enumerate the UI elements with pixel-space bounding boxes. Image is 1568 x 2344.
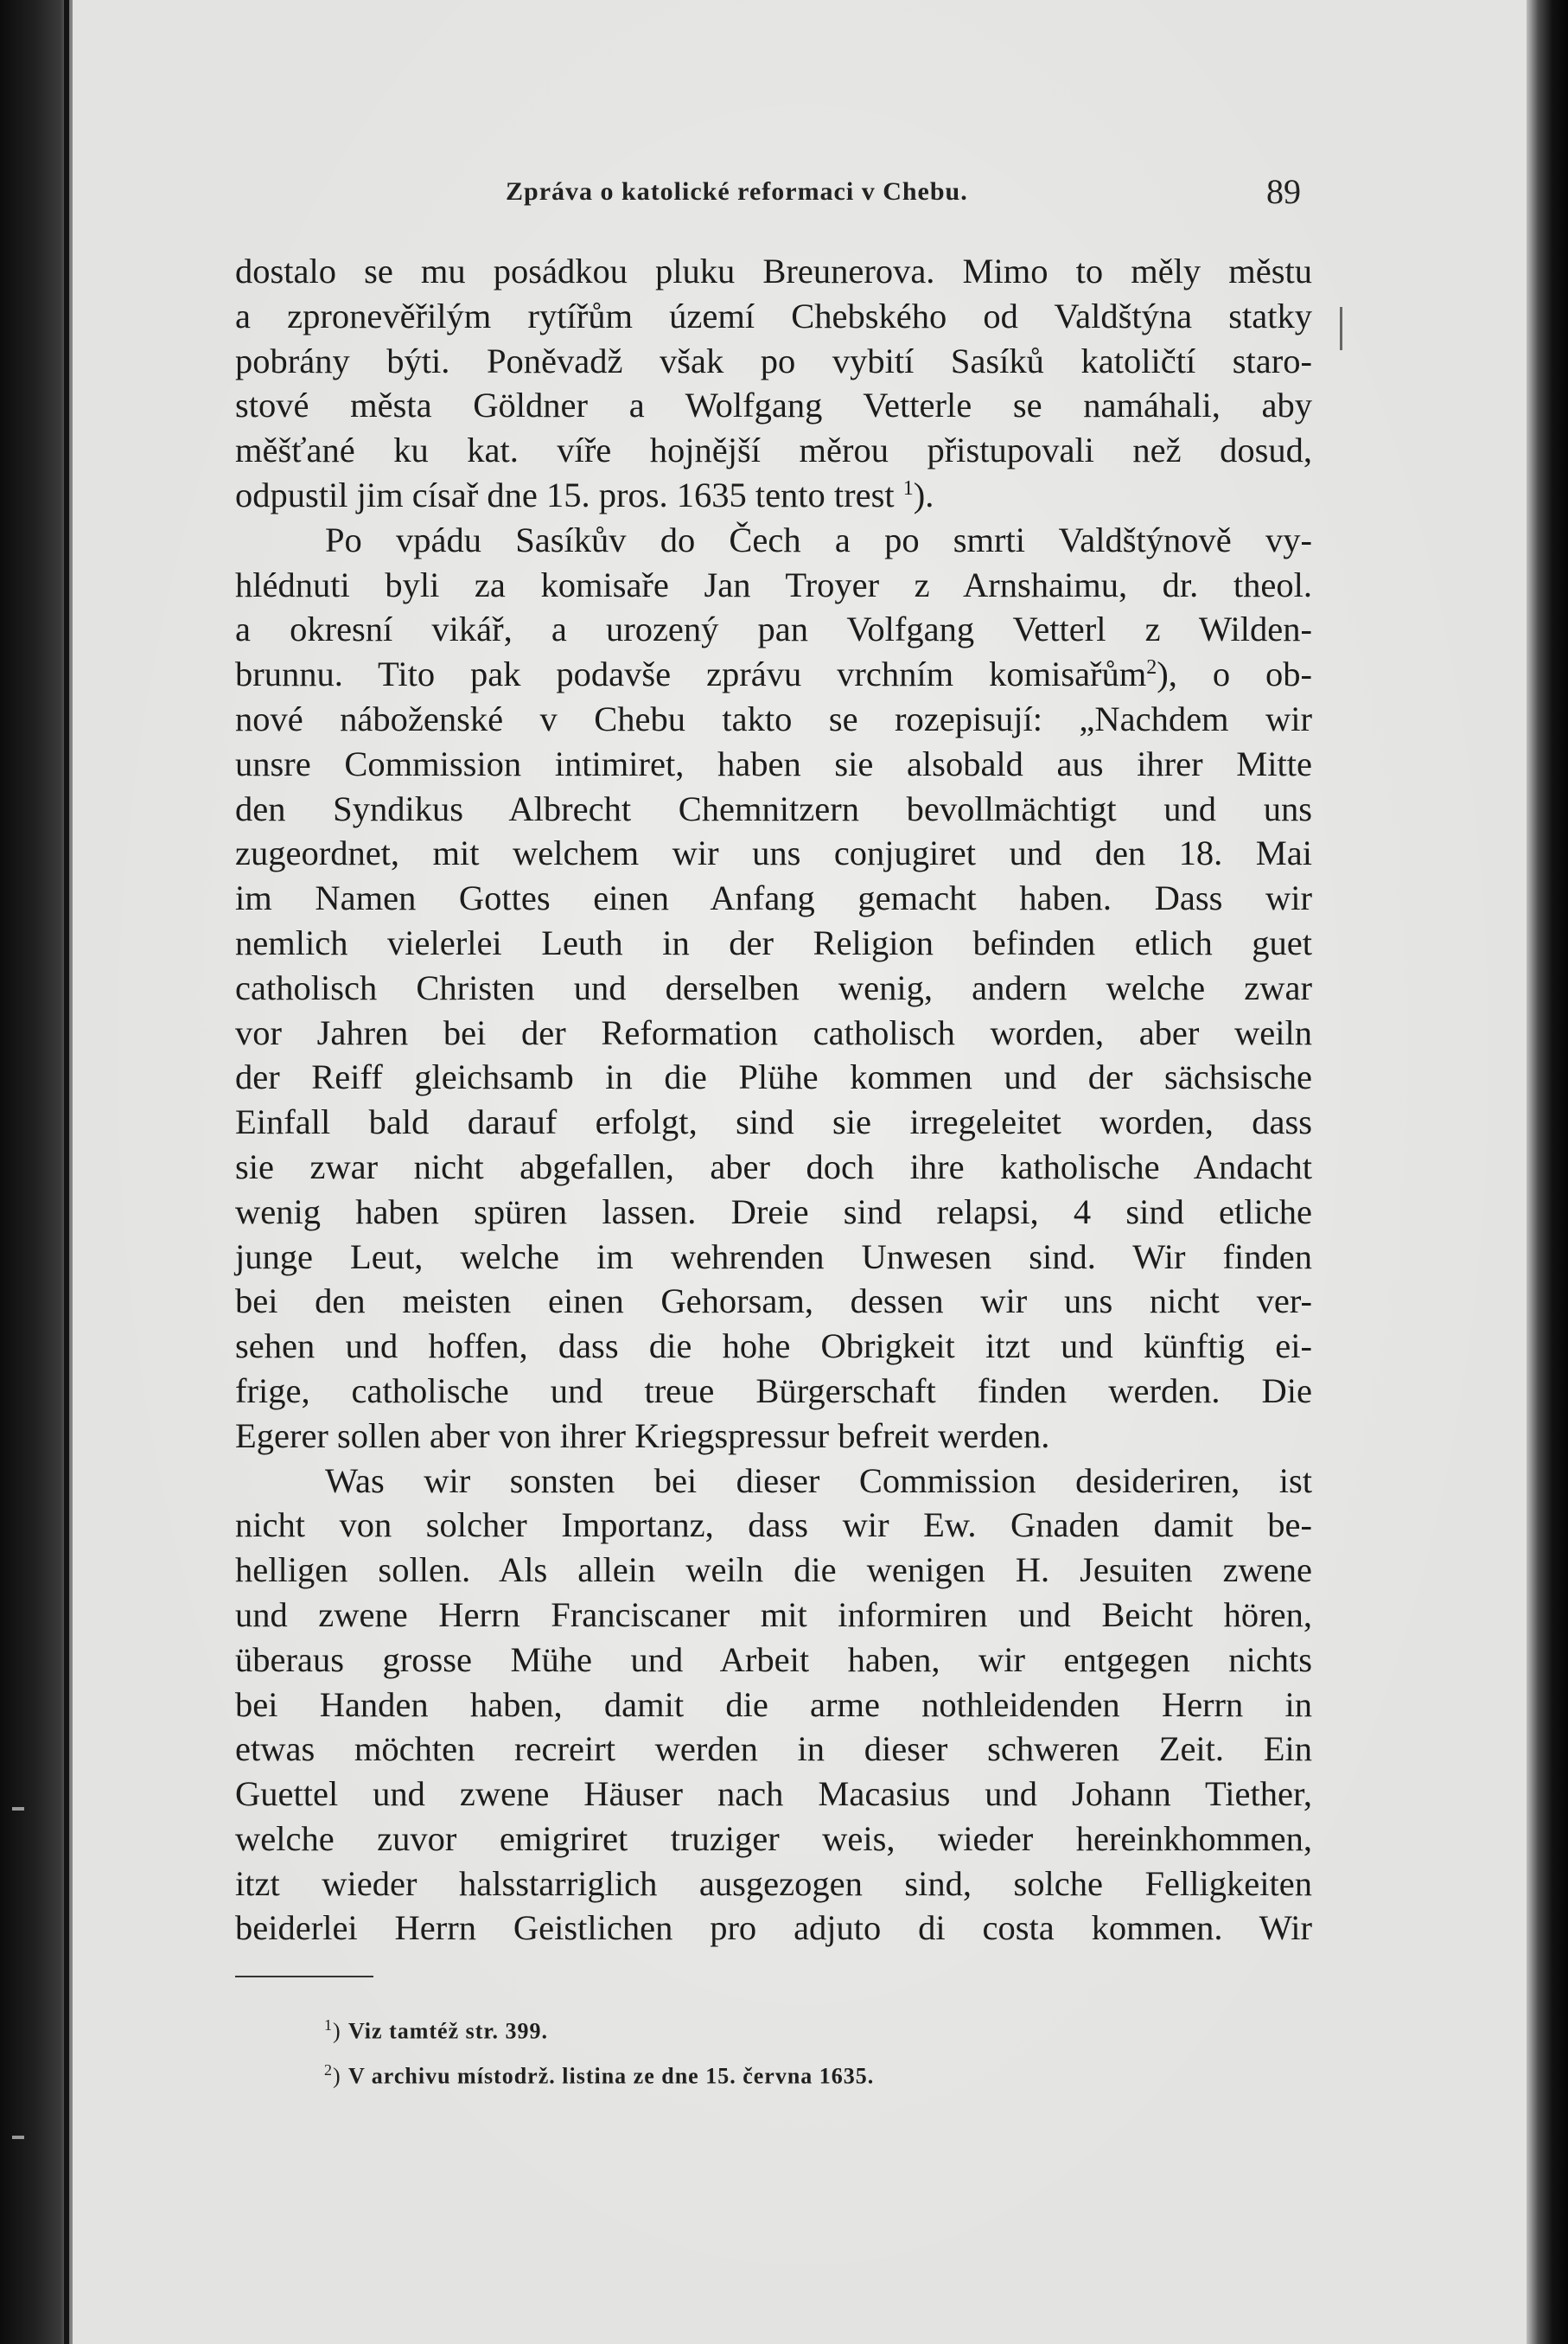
text-line <box>235 473 1312 518</box>
text-line: zugeordnet, mit welchem wir uns conjugiret und den 18. Mai <box>235 833 1312 873</box>
text-line: bei den meisten einen Gehorsam, dessen wir uns nicht ver- <box>235 1281 1312 1321</box>
text-line-content: odpustil jim císař dne 15. pros. 1635 tento trest <box>235 475 895 514</box>
text-line: nemlich vielerlei Leuth in der Religion befinden etlich guet <box>235 923 1312 962</box>
text-line: sie zwar nicht abgefallen, aber doch ihre katholische Andacht <box>235 1146 1312 1186</box>
text-line: Was wir sonsten bei dieser Commission desideriren, ist <box>325 1460 1312 1500</box>
text-line: frige, catholische und treue Bürgerschaft finden werden. Die <box>235 1370 1312 1410</box>
text-line: Po vpádu Sasíkův do Čech a po smrti Valdštýnově vy- <box>325 520 1312 559</box>
footnote-reference-close: ). <box>913 475 934 514</box>
text-line: welche zuvor emigriret truziger weis, wieder hereinkhommen, <box>235 1818 1312 1858</box>
text-line: vor Jahren bei der Reformation catholisch worden, aber weiln <box>235 1012 1312 1052</box>
margin-tick-mark <box>12 1807 24 1811</box>
text-line: a zpronevěřilým rytířům území Chebského od Valdštýna statky <box>235 296 1312 335</box>
text-line: wenig haben spüren lassen. Dreie sind relapsi, 4 sind etliche <box>235 1191 1312 1231</box>
text-line: stové města Göldner a Wolfgang Vetterle se namáhali, aby <box>235 386 1312 425</box>
footnotes <box>324 2006 874 2095</box>
text-line: der Reiff gleichsamb in die Plühe kommen und der sächsische <box>235 1057 1312 1097</box>
text-line: Guettel und zwene Häuser nach Macasius und Johann Tiether, <box>235 1774 1312 1814</box>
footnote-separator <box>235 1976 373 1977</box>
footnote-reference-close: ), o ob- <box>1157 655 1312 694</box>
stray-scan-mark <box>1340 307 1342 350</box>
text-line: nicht von solcher Importanz, dass wir Ew. Gnaden damit be- <box>235 1505 1312 1545</box>
text-line: im Namen Gottes einen Anfang gemacht haben. Dass wir <box>235 878 1312 918</box>
body-text <box>235 249 1312 1951</box>
text-line: helligen sollen. Als allein weiln die wenigen H. Jesuiten zwene <box>235 1550 1312 1590</box>
footnote-reference: 1 <box>902 476 914 500</box>
footnote-item <box>324 2051 874 2096</box>
footnote-marker-close: ) <box>333 2063 341 2089</box>
footnote-reference: 2 <box>1146 656 1157 680</box>
text-line: beiderlei Herrn Geistlichen pro adjuto di costa kommen. Wir <box>235 1908 1312 1948</box>
text-line: sehen und hoffen, dass die hohe Obrigkeit itzt und künftig ei- <box>235 1326 1312 1366</box>
footnote-item <box>324 2006 874 2051</box>
footnote-marker <box>324 2006 348 2051</box>
footnote-text: Viz tamtéž str. 399. <box>348 2018 549 2044</box>
text-line: den Syndikus Albrecht Chemnitzern bevollmächtigt und uns <box>235 789 1312 828</box>
text-line-content: brunnu. Tito pak podavše zprávu vrchním komisařům <box>235 655 1147 694</box>
running-title: Zpráva o katolické reformaci v Chebu. <box>506 177 968 206</box>
text-line: junge Leut, welche im wehrenden Unwesen sind. Wir finden <box>235 1236 1312 1276</box>
text-line: etwas möchten recreirt werden in dieser schweren Zeit. Ein <box>235 1729 1312 1769</box>
footnote-number: 2 <box>324 2060 333 2079</box>
text-line: nové náboženské v Chebu takto se rozepisují: „Nachdem wir <box>235 699 1312 738</box>
text-line: überaus grosse Mühe und Arbeit haben, wir entgegen nichts <box>235 1639 1312 1679</box>
text-line: und zwene Herrn Franciscaner mit informiren und Beicht hören, <box>235 1594 1312 1634</box>
text-line: itzt wieder halsstarriglich ausgezogen sind, solche Felligkeiten <box>235 1863 1312 1903</box>
footnote-marker <box>324 2051 348 2096</box>
margin-tick-mark <box>12 2136 24 2139</box>
footnote-text: V archivu místodrž. listina ze dne 15. června 1635. <box>348 2063 875 2089</box>
text-line: a okresní vikář, a urozený pan Volfgang Vetterl z Wilden- <box>235 610 1312 649</box>
footnote-marker-close: ) <box>333 2018 341 2044</box>
text-line: unsre Commission intimiret, haben sie alsobald aus ihrer Mitte <box>235 744 1312 783</box>
scan-binding-line <box>64 0 69 2344</box>
page-number: 89 <box>1266 172 1301 211</box>
text-line: hlédnuti byli za komisaře Jan Troyer z Arnshaimu, dr. theol. <box>235 565 1312 604</box>
text-line: Einfall bald darauf erfolgt, sind sie irregeleitet worden, dass <box>235 1102 1312 1142</box>
text-line: dostalo se mu posádkou pluku Breunerova. Mimo to měly městu <box>235 252 1312 291</box>
text-line: bei Handen haben, damit die arme nothleidenden Herrn in <box>235 1684 1312 1724</box>
footnote-number: 1 <box>324 2016 333 2034</box>
text-line: měšťané ku kat. víře hojnější měrou přistupovali než dosud, <box>235 431 1312 470</box>
text-line <box>235 652 1312 697</box>
text-line: Egerer sollen aber von ihrer Kriegspressur befreit werden. <box>235 1415 1050 1455</box>
scan-right-border <box>1527 0 1568 2344</box>
text-line: catholisch Christen und derselben wenig, andern welche zwar <box>235 968 1312 1007</box>
text-line: pobrány býti. Poněvadž však po vybití Sasíků katoličtí staro- <box>235 341 1312 380</box>
